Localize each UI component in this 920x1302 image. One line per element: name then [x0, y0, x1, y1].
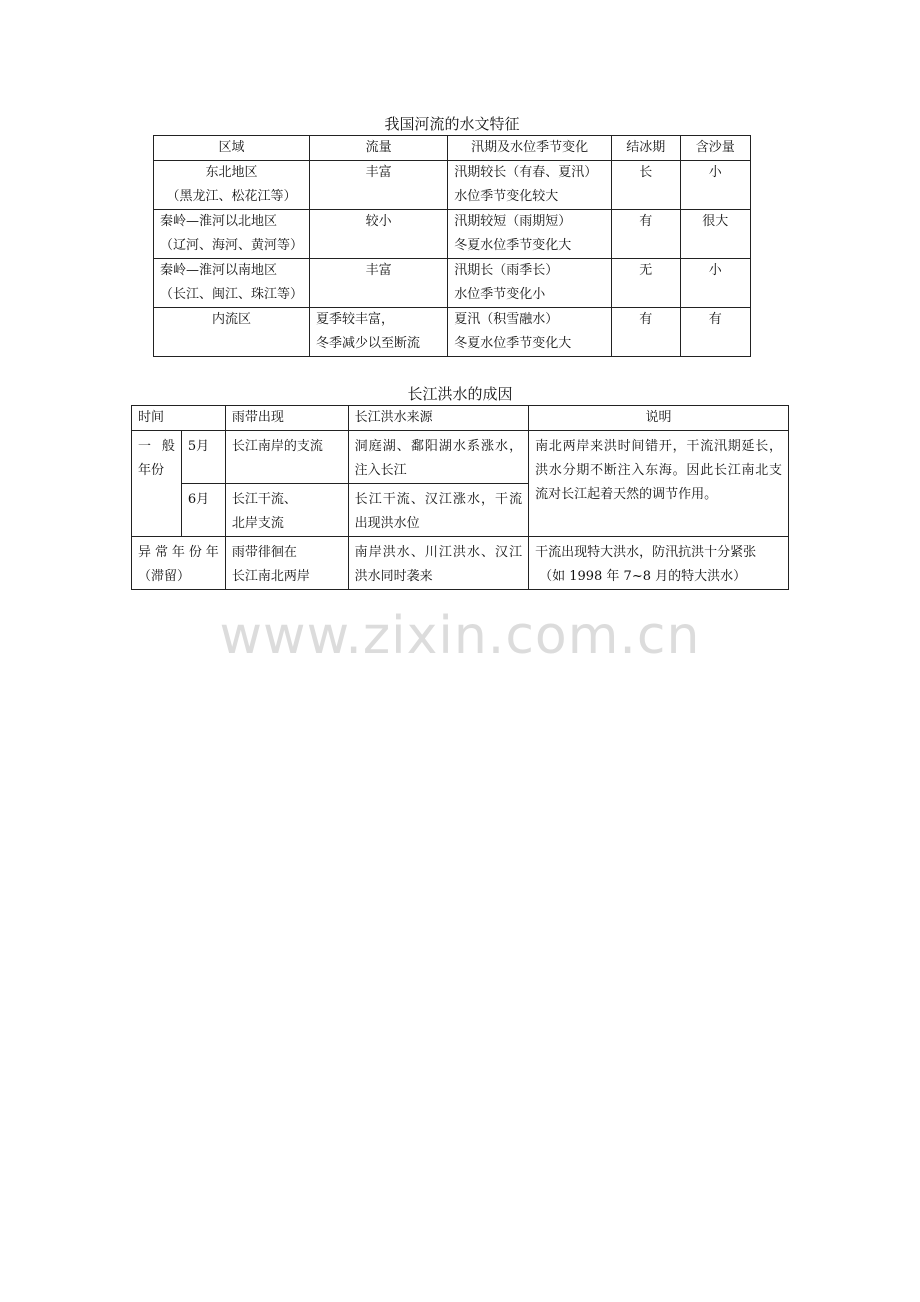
source-cell: 南岸洪水、川江洪水、汉江洪水同时袭来 [348, 537, 528, 590]
freeze-cell: 长 [611, 161, 680, 210]
hydrology-table [153, 135, 751, 357]
region-rivers: （黑龙江、松花江等） [166, 189, 297, 204]
table1-title: 我国河流的水文特征 [384, 115, 520, 133]
table-header-row [132, 406, 789, 431]
header-flood: 汛期及水位季节变化 [448, 136, 612, 161]
flow-cell: 夏季较丰富， 冬季减少以至断流 [310, 308, 448, 357]
source-cell: 洞庭湖、鄱阳湖水系涨水，注入长江 [348, 431, 528, 484]
table-row [132, 431, 789, 484]
sediment-cell: 很大 [680, 210, 751, 259]
abnormal-year-cell: 异常年份年（滞留） [132, 537, 226, 590]
header-note: 说明 [529, 406, 789, 431]
month-cell: 6月 [181, 484, 225, 537]
sediment-cell: 有 [680, 308, 751, 357]
table-row [154, 259, 751, 308]
header-source: 长江洪水来源 [348, 406, 528, 431]
header-rainbelt: 雨带出现 [225, 406, 348, 431]
region-cell [154, 210, 310, 259]
sediment-cell: 小 [680, 259, 751, 308]
region-rivers: （辽河、海河、黄河等） [160, 238, 304, 253]
header-sediment: 含沙量 [680, 136, 751, 161]
sediment-cell: 小 [680, 161, 751, 210]
region-name: 秦岭—淮河以北地区 [160, 214, 278, 229]
flood-cell: 汛期较短（雨期短） 冬夏水位季节变化大 [448, 210, 612, 259]
note-cell: 干流出现特大洪水，防汛抗洪十分紧张 （如 1998 年 7~8 月的特大洪水） [529, 537, 789, 590]
table-row [154, 161, 751, 210]
header-flow: 流量 [310, 136, 448, 161]
freeze-cell: 有 [611, 308, 680, 357]
table-header-row [154, 136, 751, 161]
watermark: www.zixin.com.cn [219, 606, 701, 666]
note-cell: 南北两岸来洪时间错开，干流汛期延长，洪水分期不断注入东海。因此长江南北支流对长江起着天然的调节作用。 [529, 431, 789, 537]
flood-causes-table [131, 405, 789, 590]
header-region: 区域 [154, 136, 310, 161]
flow-cell: 丰富 [310, 259, 448, 308]
region-cell [154, 259, 310, 308]
region-name: 秦岭—淮河以南地区 [160, 263, 278, 278]
region-cell [154, 161, 310, 210]
table-row [154, 308, 751, 357]
table2-title: 长江洪水的成因 [407, 385, 513, 403]
region-name: 东北地区 [205, 165, 258, 180]
source-cell: 长江干流、汉江涨水，干流出现洪水位 [348, 484, 528, 537]
region-name: 内流区 [212, 312, 252, 327]
flood-cell: 夏汛（积雪融水） 冬夏水位季节变化大 [448, 308, 612, 357]
flood-cell: 汛期较长（有春、夏汛） 水位季节变化较大 [448, 161, 612, 210]
general-year-cell: 一 般 年份 [132, 431, 182, 537]
region-rivers: （长江、闽江、珠江等） [160, 287, 304, 302]
table-row [132, 537, 789, 590]
freeze-cell: 有 [611, 210, 680, 259]
rainbelt-cell: 雨带徘徊在 长江南北两岸 [225, 537, 348, 590]
region-cell [154, 308, 310, 357]
header-freeze: 结冰期 [611, 136, 680, 161]
table-row [154, 210, 751, 259]
flow-cell: 较小 [310, 210, 448, 259]
flood-cell: 汛期长（雨季长） 水位季节变化小 [448, 259, 612, 308]
freeze-cell: 无 [611, 259, 680, 308]
rainbelt-cell: 长江南岸的支流 [225, 431, 348, 484]
rainbelt-cell: 长江干流、 北岸支流 [225, 484, 348, 537]
month-cell: 5月 [181, 431, 225, 484]
header-time: 时间 [132, 406, 226, 431]
flow-cell: 丰富 [310, 161, 448, 210]
